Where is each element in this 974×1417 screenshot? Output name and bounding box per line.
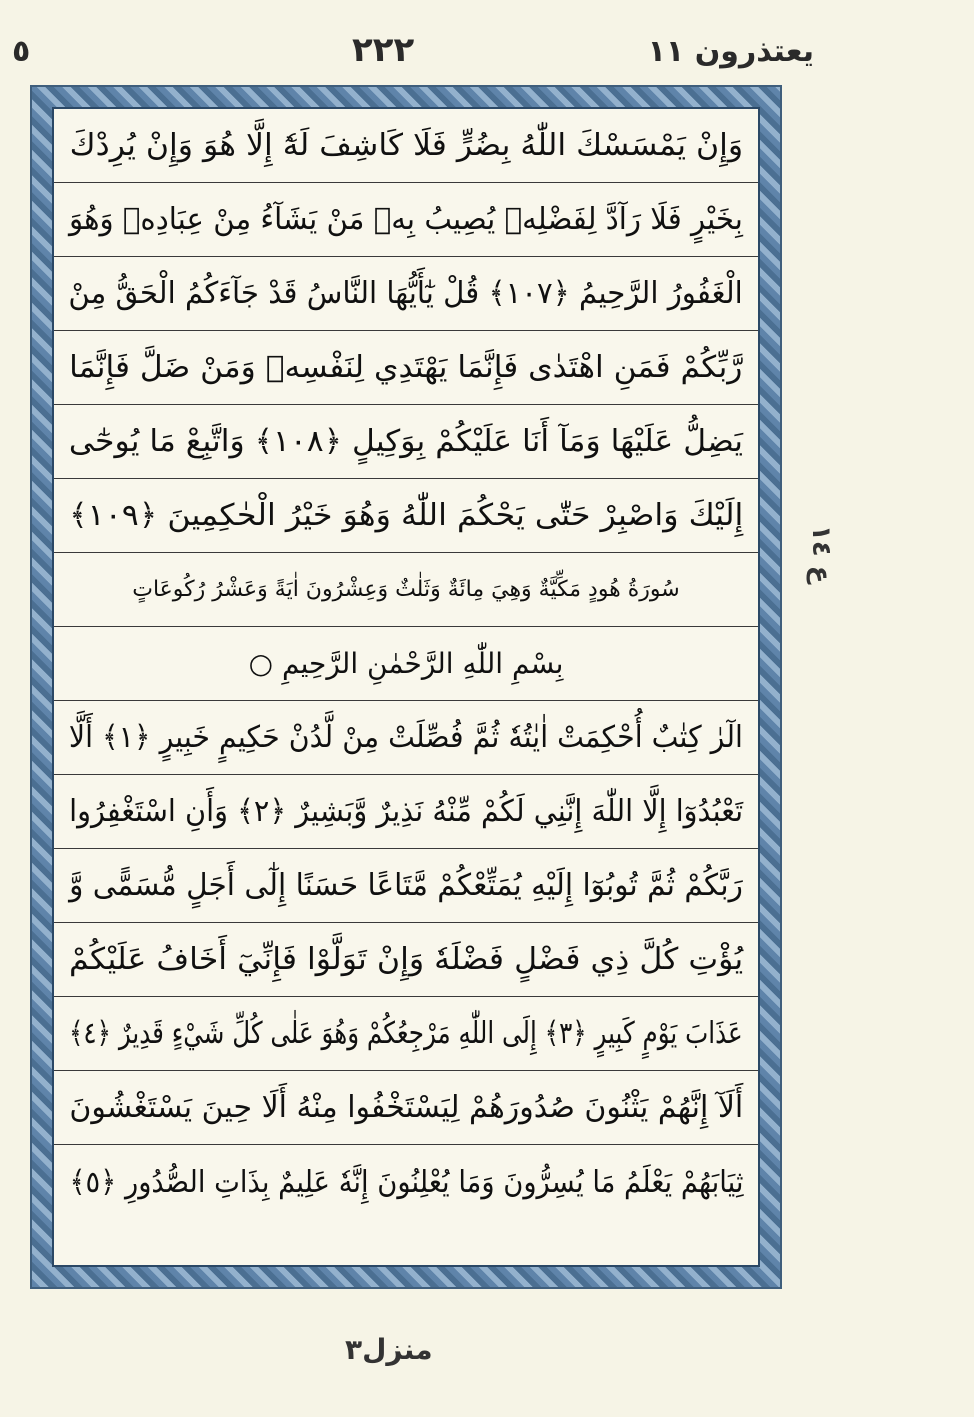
text-line — [54, 109, 758, 183]
ruku-corner-mark: ٥ — [12, 34, 31, 69]
verse-text: وَإِنْ يَمْسَسْكَ اللّٰهُ بِضُرٍّ فَلَا كَاشِفَ لَهٗٓ إِلَّا هُوَ وَإِنْ يُرِدْكَ — [69, 128, 743, 163]
text-line — [54, 405, 758, 479]
verse-text: الْغَفُورُ الرَّحِيمُ ﴿١٠٧﴾ قُلْ يٰٓأَيُّهَا النَّاسُ قَدْ جَآءَكُمُ الْحَقُّ مِنْ — [68, 276, 744, 311]
text-line — [54, 997, 758, 1071]
bismillah-line — [54, 627, 758, 701]
verse-text: عَذَابَ يَوْمٍ كَبِيرٍ ﴿٣﴾ إِلَى اللّٰهِ مَرْجِعُكُمْ وَهُوَ عَلٰى كُلِّ شَيْءٍ قَدِيرٌ ﴿٤﴾ — [69, 1016, 743, 1051]
surah-title: سُورَةُ هُودٍ مَكِّيَّةٌ وَهِيَ مِائَةٌ وَثَلٰثٌ وَعِشْرُونَ اٰيَةً وَعَشْرُ رُكُوعَاتٍ — [132, 577, 680, 602]
text-panel — [52, 107, 760, 1267]
verse-text: يُؤْتِ كُلَّ ذِي فَضْلٍ فَضْلَهٗ وَإِنْ تَوَلَّوْا فَإِنِّيٓ أَخَافُ عَلَيْكُمْ — [68, 942, 744, 977]
text-line — [54, 923, 758, 997]
text-line — [54, 331, 758, 405]
verse-text: تَعْبُدُوٓا إِلَّا اللّٰهَ إِنَّنِي لَكُمْ مِّنْهُ نَذِيرٌ وَّبَشِيرٌ ﴿٢﴾ وَأَنِ اسْتَغْفِرُوا — [69, 794, 743, 829]
verse-text: رَبَّكُمْ ثُمَّ تُوبُوٓا إِلَيْهِ يُمَتِّعْكُمْ مَّتَاعًا حَسَنًا إِلٰٓى أَجَلٍ مُّسَمًّى وَّ — [69, 868, 743, 903]
text-line — [54, 849, 758, 923]
text-line — [54, 183, 758, 257]
ruku-side-marker: ع ١٤ — [806, 525, 836, 584]
text-line — [54, 1145, 758, 1219]
verse-text: ثِيَابَهُمْ يَعْلَمُ مَا يُسِرُّونَ وَمَا يُعْلِنُونَ إِنَّهٗ عَلِيمٌ بِذَاتِ الصُّدُورِ ﴿٥﴾ — [69, 1164, 743, 1200]
text-line — [54, 775, 758, 849]
verse-text: الٓرٰ كِتٰبٌ أُحْكِمَتْ اٰيٰتُهٗ ثُمَّ فُصِّلَتْ مِنْ لَّدُنْ حَكِيمٍ خَبِيرٍ ﴿١﴾ أَلَّا — [68, 720, 744, 755]
verse-text: بِخَيْرٍ فَلَا رَآدَّ لِفَضْلِهٖ يُصِيبُ بِهٖ مَنْ يَشَآءُ مِنْ عِبَادِهٖ وَهُوَ — [69, 202, 743, 237]
bismillah: بِسْمِ اللّٰهِ الرَّحْمٰنِ الرَّحِيمِ ○ — [248, 647, 564, 680]
surah-title-line — [54, 553, 758, 627]
verse-text: رَّبِّكُمْ فَمَنِ اهْتَدٰى فَإِنَّمَا يَهْتَدِي لِنَفْسِهٖ وَمَنْ ضَلَّ فَإِنَّمَا — [69, 350, 743, 385]
verse-text: أَلَآ إِنَّهُمْ يَثْنُونَ صُدُورَهُمْ لِيَسْتَخْفُوا مِنْهُ أَلَا حِينَ يَسْتَغْشُونَ — [69, 1090, 743, 1125]
ornamental-border — [30, 85, 782, 1289]
page-number: ٢٢٢ — [352, 30, 415, 70]
text-line — [54, 479, 758, 553]
manzil-label: منزل٣ — [345, 1333, 433, 1366]
juz-title: يعتذرون ١١ — [647, 34, 814, 69]
text-line — [54, 1071, 758, 1145]
verse-text: إِلَيْكَ وَاصْبِرْ حَتّٰى يَحْكُمَ اللّٰهُ وَهُوَ خَيْرُ الْحٰكِمِينَ ﴿١٠٩﴾ — [68, 498, 744, 533]
verse-text: يَضِلُّ عَلَيْهَا وَمَآ أَنَا عَلَيْكُمْ بِوَكِيلٍ ﴿١٠٨﴾ وَاتَّبِعْ مَا يُوحٰٓى — [68, 424, 744, 459]
text-line — [54, 701, 758, 775]
text-line — [54, 257, 758, 331]
